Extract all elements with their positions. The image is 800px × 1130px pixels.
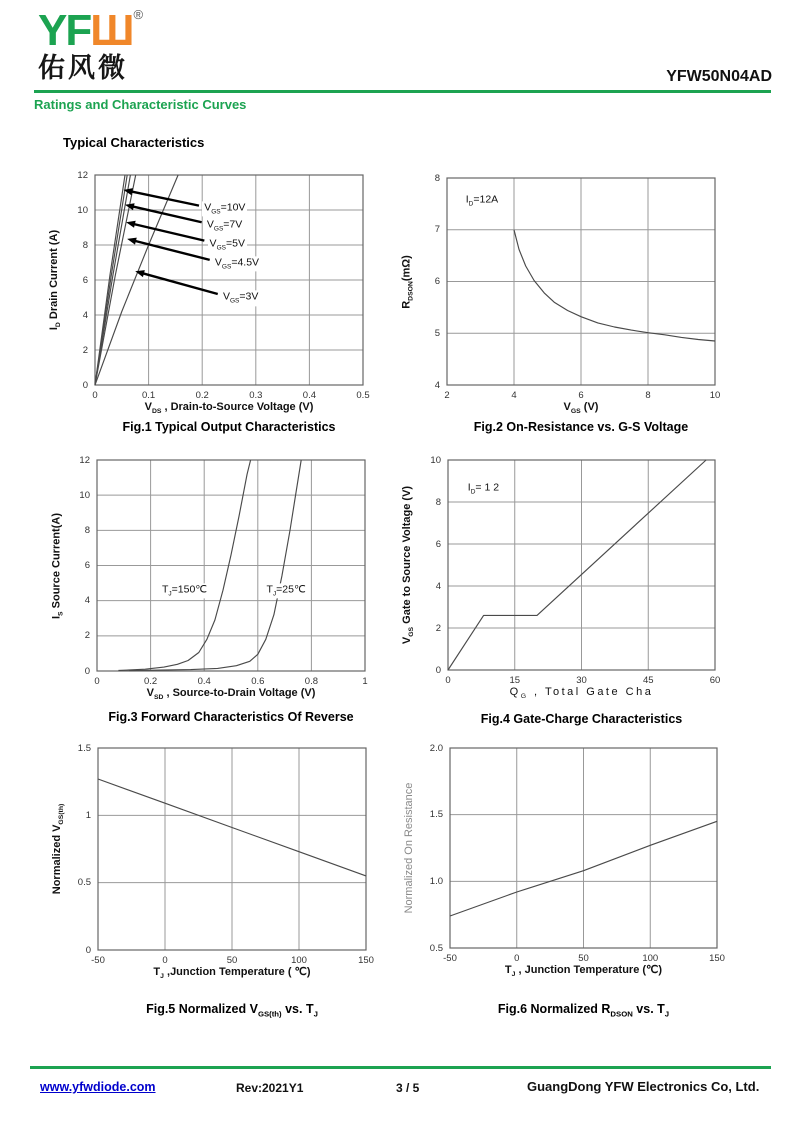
x-tick-label: 0.3	[249, 390, 263, 401]
section-title: Ratings and Characteristic Curves	[34, 97, 247, 112]
yfw-logo	[38, 8, 143, 82]
revision-label: Rev:2021Y1	[236, 1081, 304, 1095]
website-link[interactable]: www.yfwdiode.com	[40, 1080, 156, 1094]
y-tick-label: 4	[84, 595, 90, 607]
x-tick-label: 15	[509, 675, 521, 686]
callout-label: $V_{GS}=5V$	[209, 237, 245, 252]
y-tick-label: 1.5	[429, 809, 443, 821]
callout-arrow-line	[133, 240, 210, 260]
y-tick-label: 1.0	[429, 875, 443, 887]
callout-arrow-line	[131, 206, 202, 222]
y-tick-label: 0	[435, 664, 441, 676]
fig2-caption: Fig.2 On-Resistance vs. G-S Voltage	[473, 420, 689, 434]
x-tick-label: 0.8	[304, 676, 318, 687]
y-tick-label: 0	[82, 379, 88, 391]
y-tick-label: 1	[85, 809, 91, 821]
x-tick-label: 4	[511, 390, 517, 401]
x-tick-label: 0.1	[141, 390, 156, 401]
x-tick-label: 150	[709, 953, 725, 964]
registered-mark-icon: ®	[133, 7, 144, 22]
y-tick-label: 4	[82, 309, 88, 321]
logo-text-w: Ш	[90, 6, 134, 55]
fig3-caption: Fig.3 Forward Characteristics Of Reverse	[108, 710, 354, 724]
y-tick-label: 8	[435, 496, 441, 508]
fig5-caption: Fig.5 Normalized $V_{GS(th)}$ vs. $T_J$	[146, 1002, 318, 1019]
gridlines	[98, 748, 366, 950]
x-tick-label: 0.4	[197, 676, 211, 687]
annotation: $I_D=12A$	[465, 193, 499, 208]
y-tick-label: 0	[84, 665, 90, 677]
x-axis-label: $V_{GS}$ (V)	[563, 401, 599, 416]
x-tick-label: 2	[444, 390, 450, 401]
x-tick-label: 50	[578, 953, 589, 964]
series-rdson	[514, 230, 715, 341]
y-tick-label: 5	[434, 327, 440, 339]
y-axis-label: $I_S$ Source Current(A)	[50, 512, 65, 619]
x-tick-label: 1	[362, 676, 368, 687]
y-axis-label: $I_D$ Drain Current (A)	[48, 229, 63, 331]
y-tick-label: 10	[430, 454, 441, 466]
x-tick-label: 0.5	[356, 390, 370, 401]
x-tick-label: -50	[91, 955, 105, 966]
x-tick-label: 0.4	[302, 390, 316, 401]
fig4-chart	[393, 450, 731, 730]
x-tick-label: 100	[642, 953, 659, 964]
gridlines	[97, 460, 365, 671]
x-tick-label: 0.2	[143, 676, 158, 687]
x-axis-label: $V_{DS}$ , Drain-to-Source Voltage (V)	[144, 401, 314, 416]
x-tick-label: 150	[358, 955, 374, 966]
x-tick-label: 10	[709, 390, 721, 401]
fig5-chart	[43, 738, 382, 1010]
x-tick-label: -50	[443, 953, 457, 964]
y-tick-label: 4	[434, 379, 440, 391]
gridlines	[450, 748, 717, 948]
y-axis-label: Normalized On Resistance	[403, 782, 415, 914]
y-tick-label: 6	[435, 538, 441, 550]
y-tick-label: 10	[77, 204, 88, 216]
x-tick-label: 0	[514, 953, 520, 964]
y-axis-label: $R_{DSON}(m\Omega)$	[400, 254, 415, 309]
y-tick-label: 10	[79, 489, 90, 501]
callout-label: $V_{GS}=7V$	[206, 218, 243, 233]
y-tick-label: 4	[435, 580, 441, 592]
y-tick-label: 12	[79, 454, 90, 466]
part-number: YFW50N04AD	[666, 68, 772, 85]
y-tick-label: 8	[434, 172, 440, 184]
y-tick-label: 0	[85, 944, 91, 956]
y-tick-label: 6	[82, 274, 88, 286]
callout-label: $V_{GS}=4.5V$	[214, 256, 260, 271]
y-tick-label: 12	[77, 169, 88, 181]
gridlines	[447, 178, 715, 385]
y-tick-label: 2	[84, 630, 90, 642]
page-heading: Typical Characteristics	[63, 135, 205, 150]
x-tick-label: 8	[645, 390, 651, 401]
x-tick-label: 0.6	[251, 676, 265, 687]
annotation: $I_D= 1$ 2	[467, 481, 500, 496]
y-tick-label: 7	[434, 224, 440, 236]
callout-label: $V_{GS}=3V$	[222, 290, 259, 305]
x-tick-label: 45	[642, 675, 654, 686]
fig3-chart	[42, 450, 381, 731]
header-divider	[34, 90, 771, 93]
callout-arrowhead	[127, 238, 137, 245]
x-tick-label: 0	[445, 675, 451, 686]
y-tick-label: 2	[435, 622, 441, 634]
x-tick-label: 6	[578, 390, 584, 401]
logo-text-yf: YF	[38, 6, 91, 55]
page-number: 3 / 5	[396, 1081, 420, 1095]
y-tick-label: 1.5	[77, 742, 91, 754]
y-tick-label: 0.5	[77, 877, 91, 889]
footer-divider	[30, 1066, 771, 1069]
callout-arrow-line	[129, 191, 199, 206]
x-tick-label: 50	[226, 955, 238, 966]
fig1-chart	[40, 165, 379, 445]
logo-chinese-name: 佑风微	[38, 53, 128, 83]
fig4-caption: Fig.4 Gate-Charge Characteristics	[480, 712, 683, 726]
x-axis-label: $T_J$ ,Junction Temperature ( ℃)	[153, 966, 311, 981]
callout-arrow-line	[141, 273, 218, 294]
x-axis-label: $Q_G$ , Total Gate Cha	[509, 686, 654, 701]
y-tick-label: 0.5	[429, 942, 443, 954]
annotation: $T_J=150℃$	[161, 583, 208, 598]
x-tick-label: 30	[576, 675, 587, 686]
y-tick-label: 6	[84, 560, 90, 571]
y-tick-label: 6	[434, 276, 440, 287]
callout-arrowhead	[126, 221, 136, 228]
y-tick-label: 2.0	[429, 742, 443, 754]
fig6-chart	[395, 738, 733, 1008]
x-tick-label: 0.2	[195, 390, 209, 401]
logo-latin	[38, 8, 143, 53]
company-name: GuangDong YFW Electronics Co, Ltd.	[527, 1079, 760, 1094]
annotation: $T_J=25℃$	[266, 583, 306, 598]
y-tick-label: 2	[82, 344, 88, 356]
callout-label: $V_{GS}=10V$	[204, 201, 246, 216]
fig2-chart	[392, 168, 731, 445]
x-tick-label: 0	[94, 676, 100, 687]
x-tick-label: 0	[162, 955, 168, 966]
callout-arrowhead	[125, 203, 135, 210]
x-axis-label: $T_J$ , Junction Temperature (℃)	[504, 964, 663, 979]
y-tick-label: 8	[84, 524, 90, 536]
x-tick-label: 100	[291, 955, 307, 966]
x-axis-label: $V_{SD}$ , Source-to-Drain Voltage (V)	[146, 687, 316, 702]
y-axis-label: Normalized $V_{GS(th)}$	[51, 803, 66, 895]
fig1-caption: Fig.1 Typical Output Characteristics	[122, 420, 336, 434]
x-tick-label: 60	[709, 675, 721, 686]
x-tick-label: 0	[92, 390, 98, 401]
y-tick-label: 8	[82, 239, 88, 251]
fig6-caption: Fig.6 Normalized $R_{DSON}$ vs. $T_J$	[497, 1002, 670, 1019]
callout-arrow-line	[132, 224, 204, 241]
y-axis-label: $V_{GS}$ Gate to Source Voltage (V)	[401, 485, 416, 645]
